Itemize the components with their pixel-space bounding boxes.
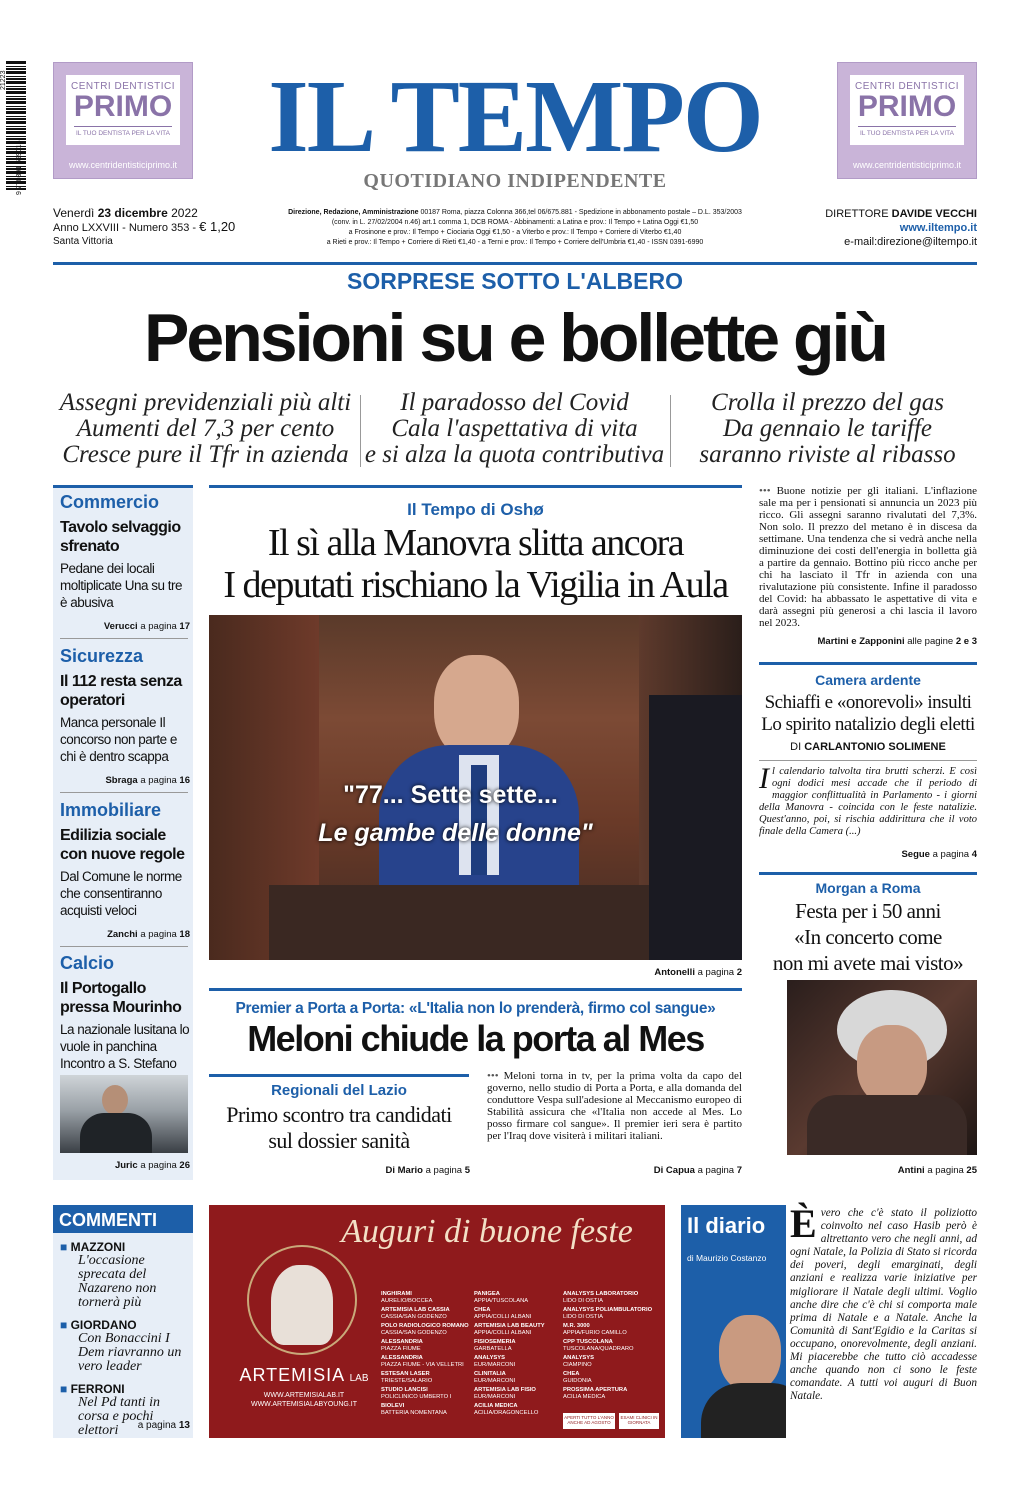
imprint-line4: a Rieti e prov.: Il Tempo + Corriere di Rieti €1,40 - a Terni e prov.: Il Tempo + Corriere dell'Umbria €1,40 - ISSN 0391-6990 (326, 239, 704, 246)
price: € 1,20 (199, 219, 236, 234)
ad-location (563, 1339, 659, 1353)
location-area: TRIESTE/SALARIO (381, 1378, 433, 1384)
email-link[interactable]: e-mail:direzione@iltempo.it (844, 236, 977, 248)
body-text: Meloni torna in tv, per la prima volta da capo del governo, nello studio di Porta a Porta, e alla domanda del conduttore Vespa sull'adesione al Meccanismo europeo di Stabilità assicura che «l'Italia non accede al Mes. Lo posso firmare col sangue». Il premier ieri sera è partito per l'Iraq dove visiterà i militari italiani. (487, 1070, 742, 1142)
section-title: Calcio (60, 953, 115, 973)
sub-headline-3 (675, 390, 980, 468)
ad-location (381, 1403, 471, 1417)
comment-item[interactable]: ■ GIORDANO Con Bonaccini I Dem riavranno un vero leader (60, 1318, 190, 1374)
location-name: ANALYSYS POLIAMBULATORIO (563, 1307, 653, 1313)
headline-line: I deputati rischiano la Vigilia in Aula (223, 564, 728, 606)
sub-line: Crolla il prezzo del gas (711, 389, 944, 416)
body-text: Buone notizie per gli italiani. L'inflazione sale ma per i pensionati si annuncia un 2023 più ricco. Gli assegni saranno rivalutati del 7,3%. Non solo. Il prezzo del metano è in discesa da settimane. Una tendenza che si vedrà anche nella diminuzione dei costi dell'energia in bolletta già a partire da gennaio. Bottino più ricco anche per chi ha lasciato il Tfr in azienda con una rivalutazione più consistente. Infine il paradosso del Covid: ha abbassato le aspettative di vita e darà assegni più generosi a chi lascia il lavoro nel 2023. (759, 485, 977, 629)
ad-title: Auguri di buone feste (341, 1213, 633, 1250)
diario-title: Il diario (687, 1213, 766, 1238)
location-name: ALESSANDRIA (381, 1339, 423, 1345)
ad-col2 (474, 1291, 564, 1419)
location-name: POLO RADIOLOGICO ROMANO (381, 1323, 469, 1329)
page-ref: Sbraga a pagina 16 (105, 775, 190, 786)
sub-line: saranno riviste al ribasso (699, 441, 956, 468)
body-text: vero che c'è stato il poliziotto coinvolto nel caso Hasib però è altrettanto vero che negli anni, ad ogni Natale, la Polizia di Stato si ricorda dei poveri, degli emarginati, degli anziani e realizza varie iniziative per migliorare il Natale degli ultimi. Voglio anche dire che c'è chi si comporta male prima di Natale e a Natale. Anche la Comunità di Sant'Egidio e la Caritas si occupano, onorevolmente, degli anziani. Mi piacerebbe che tutto ciò accadesse anche quando non ci sono le feste comandate. A tutti voi auguri di Buon Natale. (790, 1207, 977, 1403)
ad-brand (224, 1365, 384, 1386)
comment-author: GIORDANO (70, 1318, 137, 1332)
location-area: APPIA/COLLI ALBANI (474, 1330, 532, 1336)
comment-text: Con Bonaccini I Dem riavranno un vero leader (78, 1331, 182, 1374)
location-area: APPIA/TUSCOLANA (474, 1298, 529, 1304)
ad-tagline: IL TUO DENTISTA PER LA VITA (858, 126, 956, 137)
commenti-title: COMMENTI (53, 1205, 193, 1233)
section-body: Dal Comune le norme che consentiranno acquisti veloci (60, 869, 182, 918)
date: 23 dicembre (97, 206, 168, 220)
ad-location (474, 1355, 564, 1369)
divider (670, 395, 671, 467)
ad-location (474, 1291, 564, 1305)
comment-item[interactable]: ■ FERRONI Nel Pd tanti in corsa e pochi elettori (60, 1382, 190, 1438)
imprint (235, 208, 795, 248)
location-area: CASSIA/SAN GODENZO (381, 1314, 447, 1320)
location-area: AURELIO/BOCCEA (381, 1298, 433, 1304)
location-area: POLICLINICO UMBERTO I (381, 1394, 452, 1400)
comment-author: FERRONI (70, 1382, 125, 1396)
location-name: STUDIO LANCISI (381, 1387, 428, 1393)
location-area: TUSCOLANA/QUADRARO (563, 1346, 634, 1352)
top-rule (53, 262, 977, 265)
ad-tagline: IL TUO DENTISTA PER LA VITA (74, 126, 172, 137)
ad-col3 (563, 1291, 659, 1403)
diario-body (790, 1201, 977, 1403)
location-name: BIOLEVI (381, 1403, 405, 1409)
main-story-body: ••• Buone notizie per gli italiani. L'inflazione sale ma per i pensionati si annuncia un 2023 più ricco. Gli assegni saranno rivalutati del 7,3%. Non solo. Il prezzo del metano è in discesa da settimane. Una tendenza che si vedrà anche nella diminuzione dei costi dell'energia in bolletta già a partire da gennaio. Bottino più ricco anche per chi ha lasciato il Tfr in azienda con una rivalutazione più consistente. Infine il paradosso del Covid: ha abbassato le aspettative di vita e darà assegni più generosi a chi lascia il lavoro nel 2023. (759, 485, 977, 629)
body-text: l calendario talvolta tira brutti scherzi. E così ogni dodici mesi accade che il periodo di maggior conflittualità in Parlamento - i giorni della Manovra - coincida con le feste natalizie. Quest'anno, poi, si rischia addirittura che il voto finale della Camera (...) (759, 766, 977, 837)
ad-location (474, 1323, 564, 1337)
ad-primo-left[interactable] (53, 62, 193, 179)
commenti-list (60, 1240, 190, 1438)
ad-location (474, 1403, 564, 1417)
location-area: LIDO DI OSTIA (563, 1314, 603, 1320)
ad-location (381, 1291, 471, 1305)
page-ref: Segue a pagina 4 (901, 849, 977, 860)
section-title: Sicurezza (60, 646, 144, 666)
page-ref: Verucci a pagina 17 (103, 621, 190, 632)
page-ref: Di Mario a pagina 5 (385, 1165, 470, 1176)
diario-byline: di Maurizio Costanzo (687, 1253, 767, 1263)
section-headline: Il 112 resta senza operatori (60, 673, 182, 709)
location-area: ACILIA/DRAGONCELLO (474, 1410, 539, 1416)
morgan-headline (759, 898, 977, 976)
location-area: EUR/MARCONI (474, 1394, 516, 1400)
section-body: La nazionale lusitana lo vuole in panchina Incontro a S. Stefano (60, 1022, 190, 1071)
web-link[interactable]: WWW.ARTEMISIALABYOUNG.IT (250, 1401, 358, 1408)
section-title: Immobiliare (60, 800, 162, 820)
year: 2022 (171, 206, 198, 220)
ad-location (381, 1307, 471, 1321)
quote-line: Le gambe delle donne" (318, 819, 593, 847)
web-link[interactable]: WWW.ARTEMISIALAB.IT (263, 1392, 345, 1399)
comment-text: Nel Pd tanti in corsa e pochi elettori (78, 1395, 161, 1438)
section-body: Manca personale Il concorso non parte e chi è dentro scappa (60, 715, 177, 764)
page-ref: Martini e Zapponini alle pagine 2 e 3 (817, 636, 977, 647)
ad-location (381, 1371, 471, 1385)
ad-badge: ESAMI CLINICI IN GIORNATA (619, 1413, 659, 1429)
location-name: ANALYSYS (563, 1355, 595, 1361)
ad-location (474, 1371, 564, 1385)
sub-headline-1 (53, 390, 358, 468)
masthead-subtitle: QUOTIDIANO INDIPENDENTE (363, 170, 667, 192)
imprint-line2: (conv. in L. 27/02/2004 n.46) art.1 comma 1, DCB ROMA - Abbinamenti: a Latina e prov.: Il Tempo + Latina Oggi €1,50 (331, 219, 699, 226)
regionali-kicker: Regionali del Lazio (271, 1082, 407, 1099)
sub-headline-2 (362, 390, 667, 468)
morgan-rule (759, 872, 977, 875)
page-ref: Juric a pagina 26 (114, 1160, 190, 1171)
regionali-rule (209, 1074, 469, 1077)
director-block (825, 207, 977, 249)
location-area: CIAMPINO (563, 1362, 592, 1368)
location-area: CASSIA/SAN GODENZO (381, 1330, 447, 1336)
ad-name: PRIMO (73, 90, 173, 123)
dropcap: È (790, 1201, 817, 1246)
ad-url: www.centridentisticiprimo.it (852, 160, 962, 170)
date-line (53, 206, 235, 220)
ad-top: CENTRI DENTISTICI (70, 81, 176, 92)
divider (759, 760, 977, 761)
headline-line: Primo scontro tra candidati (226, 1102, 452, 1127)
location-area: APPIA/FURIO CAMILLO (563, 1330, 627, 1336)
page-ref: a pagina 13 (137, 1420, 190, 1431)
headline-line: Schiaffi e «onorevoli» insulti (764, 692, 972, 713)
ad-url: www.centridentisticiprimo.it (68, 160, 178, 170)
ad-location (474, 1307, 564, 1321)
location-name: CHEA (474, 1307, 491, 1313)
ad-location (381, 1387, 471, 1401)
camera-headline (759, 692, 977, 736)
meloni-body: ••• Meloni torna in tv, per la prima volta da capo del governo, nello studio di Porta a Porta, e alla domanda del conduttore Vespa sull'adesione al Meccanismo europeo di Stabilità assicura che «l'Italia non accede al Mes. Lo posso firmare col sangue». Il premier ieri sera è partito per l'Iraq dove visiterà i militari italiani. (487, 1070, 742, 1142)
osho-quote (209, 776, 742, 852)
headline-line: non mi avete mai visto» (772, 951, 964, 975)
headline-line: Festa per i 50 anni (795, 899, 941, 923)
meloni-kicker: Premier a Porta a Porta: «L'Italia non lo prenderà, firmo col sangue» (235, 1000, 716, 1017)
location-name: ANALYSYS LABORATORIO (563, 1291, 639, 1297)
location-area: PIAZZA FIUME (381, 1346, 421, 1352)
sidebar-item-commercio[interactable] (60, 492, 190, 632)
location-name: ARTEMISIA LAB FISIO (474, 1387, 536, 1393)
sidebar-item-calcio[interactable] (60, 953, 190, 1072)
comment-item[interactable]: ■ MAZZONI L'occasione sprecata del Nazareno non tornerà più (60, 1240, 190, 1310)
headline-line: Il sì alla Manovra slitta ancora (267, 522, 684, 564)
sub-line: Cresce pure il Tfr in azienda (62, 441, 349, 468)
page-ref: Zanchi a pagina 18 (107, 929, 190, 940)
barcode-number: 9 770391 699015 (16, 140, 23, 195)
ad-location (474, 1339, 564, 1353)
osho-rule (209, 485, 742, 488)
location-area: APPIA/COLLI ALBANI (474, 1314, 532, 1320)
brand-name: ARTEMISIA (239, 1365, 346, 1385)
imprint-line3: a Frosinone e prov.: Il Tempo + Ciociaria Oggi €1,50 - a Viterbo e prov.: Il Tempo + Corriere di Viterbo €1,40 (348, 229, 682, 236)
osho-headline (209, 522, 742, 606)
regionali-headline (209, 1102, 469, 1154)
date-block (53, 206, 235, 249)
meloni-headline: Meloni chiude la porta al Mes (247, 1018, 704, 1059)
ad-name: PRIMO (857, 90, 957, 123)
camera-body (759, 762, 977, 838)
section-headline: Il Portogallo pressa Mourinho (60, 980, 182, 1016)
ad-location (563, 1323, 659, 1337)
headline-line: Lo spirito natalizio degli eletti (761, 714, 975, 735)
location-name: CLINITALIA (474, 1371, 506, 1377)
location-name: PANIGEA (474, 1291, 500, 1297)
sub-line: Cala l'aspettativa di vita (391, 415, 638, 442)
barcode-code: 21223 (0, 70, 7, 90)
location-area: EUR/MARCONI (474, 1362, 516, 1368)
meloni-rule (209, 988, 742, 991)
issue-number: Anno LXXVIII - Numero 353 - (53, 222, 197, 234)
location-name: CPP TUSCOLANA (563, 1339, 613, 1345)
sub-line: Il paradosso del Covid (400, 389, 629, 416)
page-ref: Di Capua a pagina 7 (653, 1165, 742, 1176)
section-title: Commercio (60, 492, 160, 512)
comment-author: MAZZONI (70, 1240, 126, 1254)
sidebar-divider (60, 946, 188, 947)
issue-line (53, 220, 235, 235)
morgan-kicker: Morgan a Roma (815, 880, 921, 896)
imprint-line1: 00187 Roma, piazza Colonna 366,tel 06/675.881 - Spedizione in abbonamento postale – D.L. 353/2003 (420, 209, 742, 216)
divider (360, 395, 361, 467)
camera-byline: DI CARLANTONIO SOLIMENE (790, 741, 946, 753)
main-headline: Pensioni su e bollette giù (144, 300, 886, 376)
ad-location (563, 1387, 659, 1401)
comment-text: L'occasione sprecata del Nazareno non tornerà più (78, 1253, 157, 1310)
ad-primo-right[interactable] (837, 62, 977, 179)
sub-line: Aumenti del 7,3 per cento (76, 415, 335, 442)
director-name: DAVIDE VECCHI (891, 208, 977, 220)
location-area: ACILIA MEDICA (563, 1394, 606, 1400)
ad-location (563, 1371, 659, 1385)
location-name: ANALYSYS (474, 1355, 506, 1361)
camera-kicker: Camera ardente (815, 672, 921, 688)
osho-kicker: Il Tempo di Oshø (407, 500, 544, 519)
main-kicker: SORPRESE SOTTO L'ALBERO (346, 268, 684, 294)
sub-line: Assegni previdenziali più alti (59, 389, 352, 416)
location-name: ESTESAN LASER (381, 1371, 430, 1377)
location-name: M.R. 3000 (563, 1323, 590, 1329)
ad-location (381, 1323, 471, 1337)
mourinho-photo (60, 1075, 188, 1153)
camera-rule (759, 662, 977, 665)
website-link[interactable]: www.iltempo.it (899, 222, 977, 234)
ad-location (474, 1387, 564, 1401)
ad-col1 (381, 1291, 471, 1419)
location-name: ARTEMISIA LAB CASSIA (381, 1307, 450, 1313)
location-name: CHEA (563, 1371, 580, 1377)
headline-line: sul dossier sanità (268, 1128, 410, 1153)
costanzo-photo (701, 1315, 786, 1438)
sub-line: e si alza la quota contributiva (364, 441, 665, 468)
location-name: PROSSIMA APERTURA (563, 1387, 628, 1393)
director-label: DIRETTORE (825, 208, 889, 220)
ad-web (224, 1391, 384, 1409)
location-area: EUR/MARCONI (474, 1378, 516, 1384)
sidebar-item-sicurezza[interactable] (60, 646, 190, 786)
sidebar-rule (53, 485, 193, 488)
ad-statue (271, 1265, 333, 1345)
ad-location (563, 1307, 659, 1321)
diario-box (681, 1205, 786, 1438)
headline-line: «In concerto come (794, 925, 942, 949)
page-ref: Antini a pagina 25 (897, 1165, 977, 1176)
location-area: BATTERIA NOMENTANA (381, 1410, 447, 1416)
quote-line: "77... Sette sette... (343, 781, 558, 809)
sidebar-divider (60, 638, 188, 639)
imprint-bold: Direzione, Redazione, Amministrazione (288, 209, 419, 216)
ad-location (563, 1291, 659, 1305)
morgan-photo (787, 980, 977, 1155)
page-ref: Antonelli a pagina 2 (654, 967, 742, 978)
location-name: INGHIRAMI (381, 1291, 412, 1297)
ad-location (563, 1355, 659, 1369)
brand-sub: LAB (349, 1373, 369, 1384)
location-area: GARBATELLA (474, 1346, 512, 1352)
artemisia-ad[interactable] (209, 1205, 665, 1438)
ad-top: CENTRI DENTISTICI (854, 81, 960, 92)
sub-line: Da gennaio le tariffe (723, 415, 932, 442)
ad-badge: APERTI TUTTO L'ANNO ANCHE AD AGOSTO (563, 1413, 615, 1429)
ad-location (381, 1355, 471, 1369)
location-name: ARTEMISIA LAB BEAUTY (474, 1323, 545, 1329)
weekday: Venerdì (53, 206, 95, 220)
saint: Santa Vittoria (53, 236, 113, 247)
section-headline: Edilizia sociale con nuove regole (60, 827, 185, 863)
location-name: ALESSANDRIA (381, 1355, 423, 1361)
section-body: Pedane dei locali moltiplicate Una su tre è abusiva (60, 561, 183, 610)
location-name: FISIOSEMERIA (474, 1339, 516, 1345)
masthead-title: IL TEMPO (268, 59, 762, 174)
section-headline: Tavolo selvaggio sfrenato (60, 519, 181, 555)
dropcap: I (759, 762, 769, 795)
location-area: GUIDONIA (563, 1378, 592, 1384)
location-area: PIAZZA FIUME - VIA VELLETRI (381, 1362, 464, 1368)
location-name: ACILIA MEDICA (474, 1403, 518, 1409)
ad-location (381, 1339, 471, 1353)
location-area: LIDO DI OSTIA (563, 1298, 603, 1304)
